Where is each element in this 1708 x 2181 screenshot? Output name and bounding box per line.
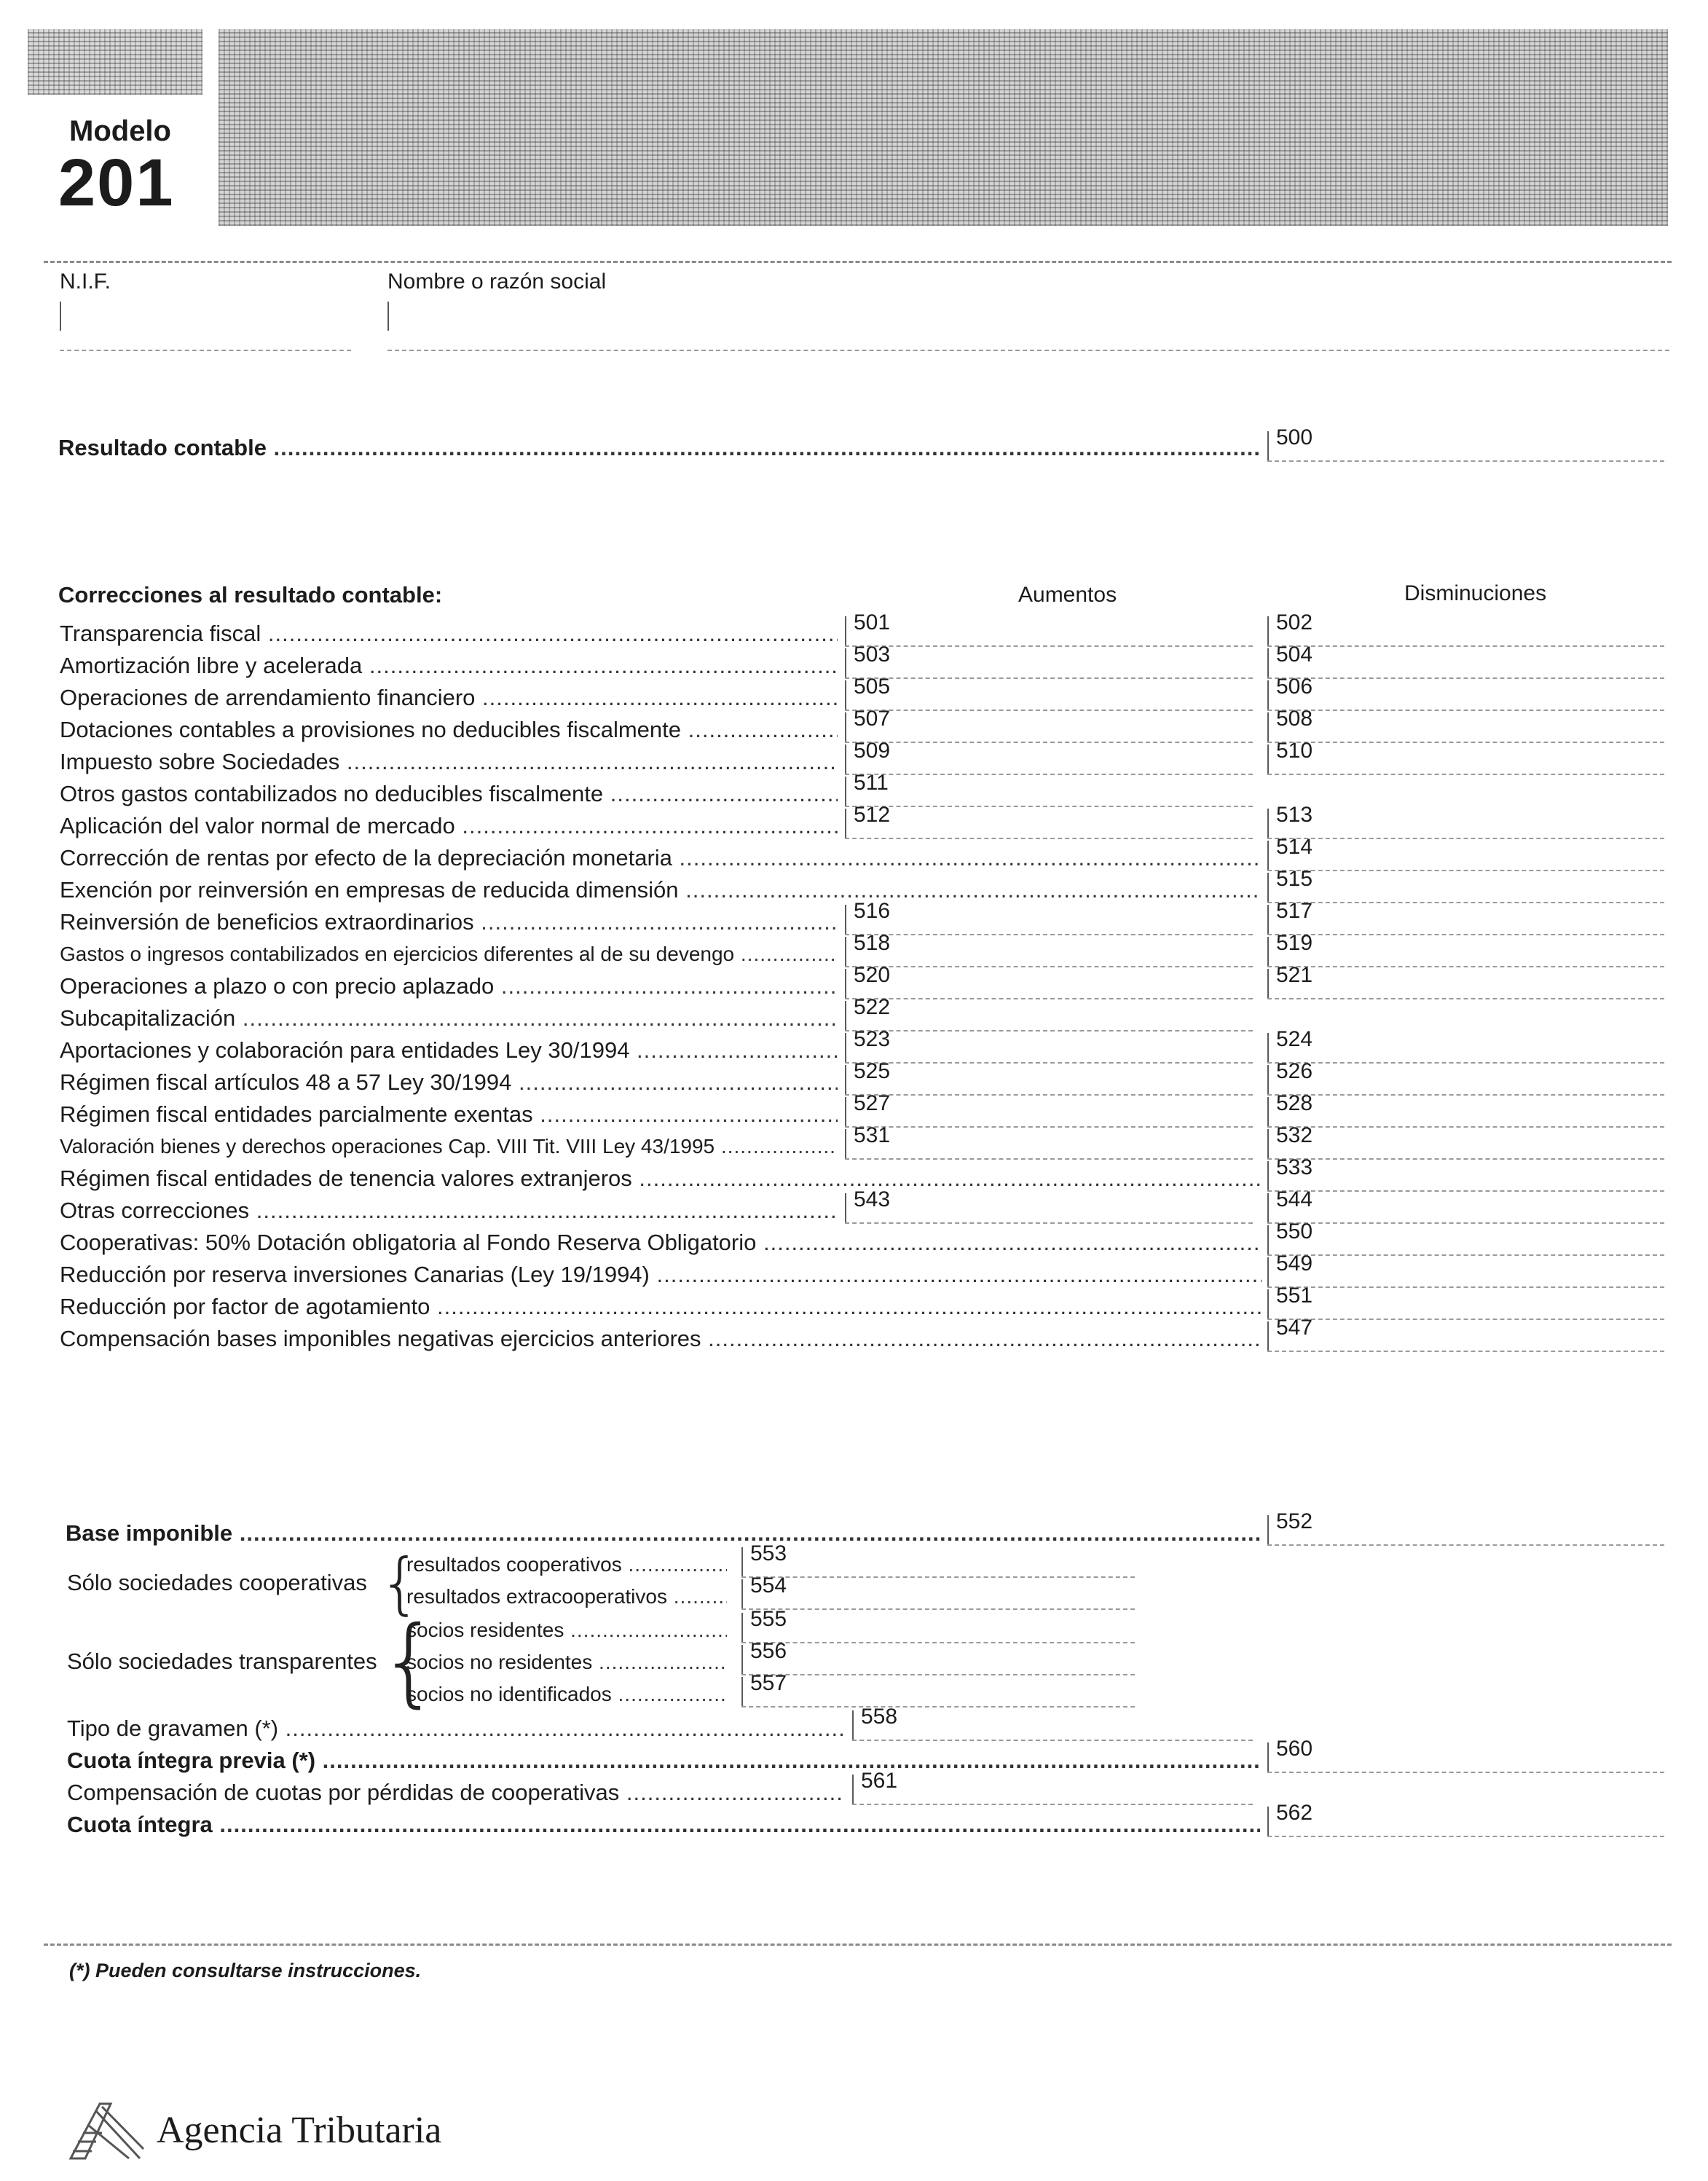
correccion-row-label: Otras correcciones ..... bbox=[60, 1196, 838, 1225]
field-code: 551 bbox=[1276, 1284, 1313, 1308]
correccion-row-label: Subcapitalización ..... bbox=[60, 1004, 838, 1033]
correccion-row-label: Cooperativas: 50% Dotación obligatoria al Fondo Reserva Obligatorio ..... bbox=[60, 1228, 1262, 1257]
correccion-row-label: Compensación bases imponibles negativas ejercicios anteriores ..... bbox=[60, 1324, 1262, 1353]
field-531[interactable] bbox=[845, 1123, 1253, 1160]
disminuciones-header: Disminuciones bbox=[1404, 581, 1547, 605]
field-528[interactable] bbox=[1267, 1091, 1664, 1128]
field-526[interactable] bbox=[1267, 1059, 1664, 1096]
agencia-tributaria-logo-text: Agencia Tributaria bbox=[157, 2110, 442, 2151]
field-508[interactable] bbox=[1267, 707, 1664, 743]
field-550[interactable] bbox=[1267, 1219, 1664, 1256]
field-527[interactable] bbox=[845, 1091, 1253, 1128]
field-code: 561 bbox=[861, 1769, 898, 1793]
coop-group-label: Sólo sociedades cooperativas bbox=[67, 1570, 367, 1595]
correccion-row-label: Régimen fiscal entidades de tenencia valores extranjeros ..... bbox=[60, 1164, 1262, 1193]
field-code: 507 bbox=[854, 707, 891, 731]
field-code: 557 bbox=[750, 1671, 787, 1695]
resultado-contable-label: Resultado contable ..... bbox=[58, 433, 1260, 463]
field-553[interactable] bbox=[741, 1541, 1135, 1578]
tipo-gravamen-label: Tipo de gravamen (*) ..... bbox=[67, 1714, 845, 1743]
compensacion-cuotas-label: Compensación de cuotas por pérdidas de cooperativas ..... bbox=[67, 1778, 845, 1807]
field-523[interactable] bbox=[845, 1027, 1253, 1064]
correccion-row-label: Régimen fiscal entidades parcialmente exentas ..... bbox=[60, 1100, 838, 1129]
field-code: 544 bbox=[1276, 1187, 1313, 1211]
field-560[interactable] bbox=[1267, 1737, 1664, 1773]
field-code: 518 bbox=[854, 931, 891, 955]
field-code: 521 bbox=[1276, 963, 1313, 987]
field-code: 556 bbox=[750, 1639, 787, 1663]
field-510[interactable] bbox=[1267, 739, 1664, 775]
correccion-row-label: Régimen fiscal artículos 48 a 57 Ley 30/1994 ..... bbox=[60, 1068, 838, 1097]
footer-divider bbox=[44, 1944, 1672, 1946]
field-code: 532 bbox=[1276, 1123, 1313, 1147]
field-558[interactable] bbox=[852, 1705, 1253, 1741]
field-556[interactable] bbox=[741, 1639, 1135, 1675]
transp-item-label: socios residentes ..... bbox=[406, 1616, 727, 1645]
field-code: 509 bbox=[854, 739, 891, 763]
field-525[interactable] bbox=[845, 1059, 1253, 1096]
field-code: 517 bbox=[1276, 899, 1313, 923]
correccion-row-label: Transparencia fiscal ..... bbox=[60, 619, 838, 648]
field-code: 511 bbox=[854, 771, 889, 795]
field-520[interactable] bbox=[845, 963, 1253, 999]
footnote-text: (*) Pueden consultarse instrucciones. bbox=[69, 1960, 422, 1981]
field-code: 552 bbox=[1276, 1509, 1313, 1533]
field-516[interactable] bbox=[845, 899, 1253, 935]
field-code: 515 bbox=[1276, 867, 1313, 891]
transp-item-label: socios no residentes ..... bbox=[406, 1648, 727, 1677]
correccion-row-label: Reducción por reserva inversiones Canarias (Ley 19/1994) ..... bbox=[60, 1260, 1262, 1289]
field-code: 503 bbox=[854, 642, 891, 667]
correccion-row-label: Otros gastos contabilizados no deducibles fiscalmente ..... bbox=[60, 779, 838, 809]
nif-label: N.I.F. bbox=[60, 270, 111, 294]
correccion-row-label: Impuesto sobre Sociedades ..... bbox=[60, 747, 838, 777]
field-code: 502 bbox=[1276, 610, 1313, 634]
field-code: 505 bbox=[854, 675, 891, 699]
field-555[interactable] bbox=[741, 1607, 1135, 1643]
agencia-logo-icon bbox=[67, 2096, 147, 2162]
transp-brace: { bbox=[379, 1606, 440, 1718]
field-543[interactable] bbox=[845, 1187, 1253, 1224]
field-code: 525 bbox=[854, 1059, 891, 1083]
correccion-row-label: Operaciones de arrendamiento financiero ..... bbox=[60, 683, 838, 712]
field-code: 549 bbox=[1276, 1251, 1313, 1276]
field-code: 550 bbox=[1276, 1219, 1313, 1243]
field-503[interactable] bbox=[845, 642, 1253, 679]
field-521[interactable] bbox=[1267, 963, 1664, 999]
field-code: 531 bbox=[854, 1123, 891, 1147]
modelo-number: 201 bbox=[58, 146, 175, 220]
field-547[interactable] bbox=[1267, 1316, 1664, 1352]
correccion-row-label: Aportaciones y colaboración para entidades Ley 30/1994 ..... bbox=[60, 1036, 838, 1065]
field-519[interactable] bbox=[1267, 931, 1664, 967]
field-code: 524 bbox=[1276, 1027, 1313, 1051]
field-code: 543 bbox=[854, 1187, 891, 1211]
field-504[interactable] bbox=[1267, 642, 1664, 679]
field-505[interactable] bbox=[845, 675, 1253, 711]
correccion-row-label: Valoración bienes y derechos operaciones Cap. VIII Tit. VIII Ley 43/1995 ..... bbox=[60, 1132, 838, 1161]
field-549[interactable] bbox=[1267, 1251, 1664, 1288]
correccion-row-label: Corrección de rentas por efecto de la depreciación monetaria ..... bbox=[60, 844, 1262, 873]
correccion-row-label: Reducción por factor de agotamiento ..... bbox=[60, 1292, 1262, 1321]
field-code: 528 bbox=[1276, 1091, 1313, 1115]
field-500[interactable] bbox=[1267, 425, 1664, 462]
field-532[interactable] bbox=[1267, 1123, 1664, 1160]
field-code: 523 bbox=[854, 1027, 891, 1051]
field-code: 558 bbox=[861, 1705, 898, 1729]
header-title-band bbox=[219, 29, 1668, 226]
coop-item-label: resultados cooperativos ..... bbox=[406, 1550, 727, 1579]
field-code: 504 bbox=[1276, 642, 1313, 667]
field-code: 520 bbox=[854, 963, 891, 987]
header-divider bbox=[44, 261, 1672, 263]
field-517[interactable] bbox=[1267, 899, 1664, 935]
field-533[interactable] bbox=[1267, 1155, 1664, 1192]
cuota-integra-previa-label: Cuota íntegra previa (*) ..... bbox=[67, 1746, 1260, 1775]
field-code: 500 bbox=[1276, 425, 1313, 449]
transp-group-label: Sólo sociedades transparentes bbox=[67, 1648, 377, 1674]
field-code: 562 bbox=[1276, 1801, 1313, 1825]
nif-field[interactable] bbox=[60, 300, 351, 351]
field-513[interactable] bbox=[1267, 803, 1664, 839]
field-502[interactable] bbox=[1267, 610, 1664, 647]
field-code: 516 bbox=[854, 899, 891, 923]
coop-brace: { bbox=[379, 1544, 422, 1622]
correccion-row-label: Aplicación del valor normal de mercado ..... bbox=[60, 812, 838, 841]
header-corner-pattern bbox=[28, 29, 202, 95]
field-code: 553 bbox=[750, 1541, 787, 1565]
field-557[interactable] bbox=[741, 1671, 1135, 1708]
field-code: 522 bbox=[854, 995, 891, 1019]
field-code: 510 bbox=[1276, 739, 1313, 763]
field-544[interactable] bbox=[1267, 1187, 1664, 1224]
aumentos-header: Aumentos bbox=[1018, 583, 1117, 607]
field-code: 513 bbox=[1276, 803, 1313, 827]
field-code: 526 bbox=[1276, 1059, 1313, 1083]
correccion-row-label: Exención por reinversión en empresas de reducida dimensión ..... bbox=[60, 876, 1262, 905]
modelo-label: Modelo bbox=[69, 115, 171, 147]
field-code: 560 bbox=[1276, 1737, 1313, 1761]
correccion-row-label: Operaciones a plazo o con precio aplazado ..... bbox=[60, 972, 838, 1001]
field-515[interactable] bbox=[1267, 867, 1664, 903]
field-562[interactable] bbox=[1267, 1801, 1664, 1837]
field-code: 506 bbox=[1276, 675, 1313, 699]
cuota-integra-label: Cuota íntegra ..... bbox=[67, 1810, 1260, 1839]
field-514[interactable] bbox=[1267, 835, 1664, 871]
base-imponible-label: Base imponible ..... bbox=[66, 1519, 1260, 1548]
field-522[interactable] bbox=[845, 995, 1253, 1031]
correccion-row-label: Amortización libre y acelerada ..... bbox=[60, 651, 838, 680]
field-512[interactable] bbox=[845, 803, 1253, 839]
field-code: 547 bbox=[1276, 1316, 1313, 1340]
field-code: 527 bbox=[854, 1091, 891, 1115]
field-518[interactable] bbox=[845, 931, 1253, 967]
field-code: 555 bbox=[750, 1607, 787, 1631]
correccion-row-label: Dotaciones contables a provisiones no deducibles fiscalmente ..... bbox=[60, 715, 838, 744]
field-554[interactable] bbox=[741, 1573, 1135, 1610]
field-524[interactable] bbox=[1267, 1027, 1664, 1064]
field-511[interactable] bbox=[845, 771, 1253, 807]
correccion-row-label: Reinversión de beneficios extraordinarios ..... bbox=[60, 908, 838, 937]
field-code: 512 bbox=[854, 803, 891, 827]
field-509[interactable] bbox=[845, 739, 1253, 775]
field-code: 533 bbox=[1276, 1155, 1313, 1179]
correccion-row-label: Gastos o ingresos contabilizados en ejercicios diferentes al de su devengo ..... bbox=[60, 940, 838, 969]
coop-item-label: resultados extracooperativos ..... bbox=[406, 1582, 727, 1611]
field-552[interactable] bbox=[1267, 1509, 1664, 1546]
field-551[interactable] bbox=[1267, 1284, 1664, 1320]
nombre-label: Nombre o razón social bbox=[387, 270, 607, 294]
field-507[interactable] bbox=[845, 707, 1253, 743]
field-501[interactable] bbox=[845, 610, 1253, 647]
field-506[interactable] bbox=[1267, 675, 1664, 711]
nombre-field[interactable] bbox=[387, 300, 1669, 351]
field-code: 554 bbox=[750, 1573, 787, 1598]
field-code: 508 bbox=[1276, 707, 1313, 731]
field-code: 501 bbox=[854, 610, 891, 634]
field-code: 519 bbox=[1276, 931, 1313, 955]
correcciones-title: Correcciones al resultado contable: bbox=[58, 582, 443, 608]
transp-item-label: socios no identificados ..... bbox=[406, 1680, 727, 1709]
field-code: 514 bbox=[1276, 835, 1313, 859]
field-561[interactable] bbox=[852, 1769, 1253, 1805]
